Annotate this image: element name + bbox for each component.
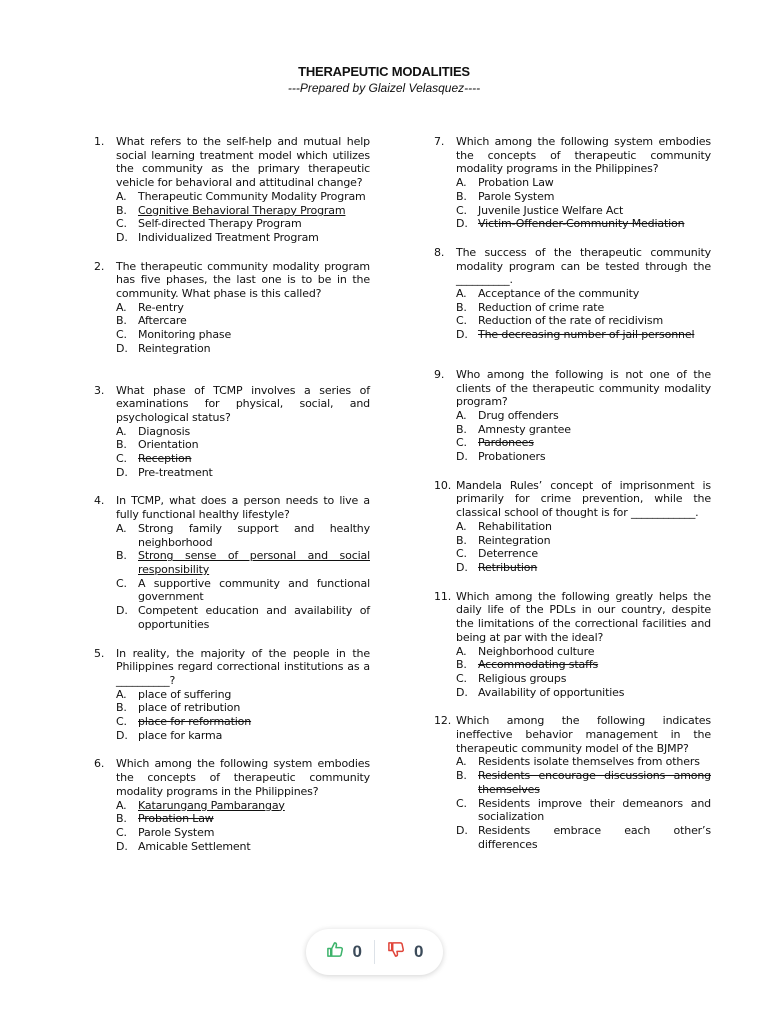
option-letter: D. xyxy=(116,839,128,853)
answer-option xyxy=(116,604,370,631)
option-letter: A. xyxy=(116,798,127,812)
answer-option xyxy=(456,217,711,231)
option-letter: A. xyxy=(456,408,467,422)
answer-option xyxy=(116,328,370,342)
option-text: Reduction of the rate of recidivism xyxy=(478,314,664,328)
answer-option xyxy=(116,314,370,328)
option-letter: C. xyxy=(456,203,467,217)
question-stem: Mandela Rules’ concept of imprisonment is primarily for crime prevention, while the classical school of thought is for ____________. xyxy=(456,478,711,520)
option-letter: C. xyxy=(456,547,467,561)
option-letter: B. xyxy=(456,300,467,314)
option-text: Probation Law xyxy=(138,812,214,826)
option-text: Katarungang Pambarangay xyxy=(138,798,285,812)
question-number: 4. xyxy=(94,494,105,508)
option-text: place for reformation xyxy=(138,715,252,729)
option-letter: C. xyxy=(456,436,467,450)
question-stem: In TCMP, what does a person needs to live a fully functional healthy lifestyle? xyxy=(116,494,370,522)
answer-option xyxy=(456,534,711,548)
question-body xyxy=(456,135,711,231)
option-text: Cognitive Behavioral Therapy Program xyxy=(138,203,346,217)
option-text: Probationers xyxy=(478,450,546,464)
question-number: 5. xyxy=(94,646,105,660)
option-letter: B. xyxy=(116,549,127,563)
question-6 xyxy=(94,757,370,853)
answer-option xyxy=(456,769,711,796)
answer-option xyxy=(456,797,711,824)
option-text: Strong family support and healthy neighborhood xyxy=(138,521,370,549)
option-text: Deterrence xyxy=(478,547,538,561)
question-body xyxy=(116,647,370,743)
answer-option xyxy=(116,217,370,231)
option-letter: D. xyxy=(456,823,468,837)
question-stem: Which among the following greatly helps the daily life of the PDLs in our country, despite the limitations of the correctional facilities and being at par with the ideal? xyxy=(456,589,711,644)
answer-option xyxy=(456,658,711,672)
question-1 xyxy=(94,135,370,245)
answer-option xyxy=(456,176,711,190)
answer-option xyxy=(456,287,711,301)
question-body xyxy=(116,135,370,245)
option-text: Juvenile Justice Welfare Act xyxy=(478,203,624,217)
answer-option xyxy=(116,701,370,715)
option-letter: A. xyxy=(456,755,467,769)
option-letter: D. xyxy=(456,328,468,342)
option-letter: B. xyxy=(116,438,127,452)
question-body xyxy=(456,714,711,851)
option-letter: B. xyxy=(116,701,127,715)
option-letter: D. xyxy=(456,560,468,574)
downvote-count: 0 xyxy=(414,942,424,961)
answer-option xyxy=(456,423,711,437)
answer-option xyxy=(456,824,711,851)
option-letter: B. xyxy=(456,658,467,672)
option-text: Residents embrace each other’s differences xyxy=(478,823,711,851)
option-letter: A. xyxy=(456,519,467,533)
answer-option xyxy=(116,799,370,813)
option-text: Reduction of crime rate xyxy=(478,300,605,314)
answer-option xyxy=(116,729,370,743)
option-text: Orientation xyxy=(138,438,199,452)
answer-option xyxy=(456,645,711,659)
question-stem: The success of the therapeutic community modality program can be tested through the __________. xyxy=(456,245,711,287)
question-body xyxy=(456,246,711,342)
option-text: place of retribution xyxy=(138,701,241,715)
left-column xyxy=(94,135,370,853)
question-stem: Which among the following system embodies the concepts of therapeutic community modality programs in the Philippines? xyxy=(116,757,370,798)
option-letter: A. xyxy=(456,287,467,301)
question-8 xyxy=(434,246,711,342)
answer-option xyxy=(116,301,370,315)
question-stem: In reality, the majority of the people in the Philippines regard correctional institutions as a __________? xyxy=(116,646,370,687)
upvote-button[interactable] xyxy=(314,940,374,964)
option-text: Victim-Offender-Community Mediation xyxy=(478,217,685,231)
question-body xyxy=(116,260,370,356)
question-stem: What refers to the self-help and mutual help social learning treatment model which utilizes the community as the primary therapeutic vehicle for behavioral and attitudinal change? xyxy=(116,135,370,190)
answer-option xyxy=(456,547,711,561)
question-number: 8. xyxy=(434,245,445,259)
question-number: 9. xyxy=(434,367,445,381)
option-letter: C. xyxy=(116,715,127,729)
option-letter: B. xyxy=(116,812,127,826)
question-4 xyxy=(94,494,370,631)
option-letter: A. xyxy=(116,521,127,535)
option-text: Availability of opportunities xyxy=(478,685,625,699)
option-text: Amnesty grantee xyxy=(478,422,571,436)
option-text: Individualized Treatment Program xyxy=(138,230,319,244)
option-text: The decreasing number of jail personnel xyxy=(478,328,695,342)
answer-option xyxy=(116,688,370,702)
question-stem: Which among the following indicates ineffective behavior management in the therapeutic community model of the BJMP? xyxy=(456,714,711,755)
option-text: Religious groups xyxy=(478,671,567,685)
option-text: Self-directed Therapy Program xyxy=(138,217,302,231)
question-7 xyxy=(434,135,711,231)
option-letter: B. xyxy=(116,203,127,217)
option-letter: D. xyxy=(116,230,128,244)
question-10 xyxy=(434,479,711,575)
question-body xyxy=(456,590,711,700)
question-number: 1. xyxy=(94,135,105,148)
answer-option xyxy=(116,452,370,466)
option-letter: D. xyxy=(116,465,128,479)
upvote-count: 0 xyxy=(352,942,362,961)
option-text: Accommodating staffs xyxy=(478,658,599,672)
option-letter: B. xyxy=(456,189,467,203)
option-text: Monitoring phase xyxy=(138,328,232,342)
answer-option xyxy=(116,840,370,854)
question-body xyxy=(456,479,711,575)
option-text: Pre-treatment xyxy=(138,465,213,479)
option-letter: A. xyxy=(116,189,127,203)
option-letter: B. xyxy=(116,314,127,328)
question-body xyxy=(456,368,711,464)
option-letter: A. xyxy=(456,644,467,658)
answer-option xyxy=(116,204,370,218)
option-text: Strong sense of personal and social responsibility xyxy=(138,549,370,576)
answer-option xyxy=(456,520,711,534)
thumbs-down-icon xyxy=(387,940,406,964)
answer-option xyxy=(116,466,370,480)
question-number: 7. xyxy=(434,135,445,148)
option-letter: A. xyxy=(116,300,127,314)
option-text: Reintegration xyxy=(478,533,551,547)
question-body xyxy=(116,494,370,631)
question-11 xyxy=(434,590,711,700)
answer-option xyxy=(456,686,711,700)
option-letter: C. xyxy=(456,314,467,328)
option-text: Retribution xyxy=(478,560,538,574)
answer-option xyxy=(456,190,711,204)
answer-option xyxy=(456,561,711,575)
option-letter: C. xyxy=(116,825,127,839)
option-letter: B. xyxy=(456,533,467,547)
document-header xyxy=(0,64,768,95)
question-body xyxy=(116,384,370,480)
option-letter: D. xyxy=(456,450,468,464)
question-body xyxy=(116,757,370,853)
question-number: 6. xyxy=(94,757,105,771)
question-number: 2. xyxy=(94,259,105,273)
answer-option xyxy=(456,755,711,769)
answer-option xyxy=(456,672,711,686)
option-text: Pardonees xyxy=(478,436,534,450)
option-letter: A. xyxy=(456,176,467,190)
answer-option xyxy=(456,204,711,218)
option-letter: D. xyxy=(116,604,128,618)
answer-option xyxy=(116,231,370,245)
option-text: A supportive community and functional government xyxy=(138,576,370,604)
answer-option xyxy=(456,409,711,423)
option-letter: D. xyxy=(456,685,468,699)
answer-option xyxy=(456,436,711,450)
question-number: 3. xyxy=(94,383,105,397)
option-text: place of suffering xyxy=(138,687,232,701)
answer-option xyxy=(456,314,711,328)
answer-option xyxy=(116,549,370,576)
option-text: Reception xyxy=(138,452,192,466)
option-letter: B. xyxy=(456,769,467,783)
option-letter: D. xyxy=(456,217,468,231)
answer-option xyxy=(116,522,370,549)
thumbs-up-icon xyxy=(326,940,345,964)
question-stem: The therapeutic community modality program has five phases, the last one is to be in the community. What phase is this called? xyxy=(116,259,370,301)
option-letter: D. xyxy=(116,728,128,742)
question-stem: What phase of TCMP involves a series of examinations for physical, social, and psychological status? xyxy=(116,383,370,424)
option-text: Reintegration xyxy=(138,341,211,355)
right-column xyxy=(434,135,711,851)
option-text: Residents improve their demeanors and socialization xyxy=(478,796,711,824)
option-text: Parole System xyxy=(478,189,555,203)
answer-option xyxy=(116,812,370,826)
question-stem: Who among the following is not one of the clients of the therapeutic community modality program? xyxy=(456,367,711,409)
option-letter: C. xyxy=(456,796,467,810)
option-text: place for karma xyxy=(138,728,223,742)
question-number: 10. xyxy=(434,478,452,492)
option-text: Residents encourage discussions among themselves xyxy=(478,769,711,796)
question-9 xyxy=(434,368,711,464)
vote-bar xyxy=(306,929,443,975)
option-letter: B. xyxy=(456,422,467,436)
option-text: Rehabilitation xyxy=(478,519,552,533)
option-text: Parole System xyxy=(138,825,215,839)
option-text: Residents isolate themselves from others xyxy=(478,755,700,769)
option-text: Competent education and availability of opportunities xyxy=(138,604,370,631)
option-letter: C. xyxy=(116,217,127,231)
option-text: Amicable Settlement xyxy=(138,839,251,853)
question-2 xyxy=(94,260,370,356)
answer-option xyxy=(116,190,370,204)
answer-option xyxy=(116,826,370,840)
option-letter: A. xyxy=(116,687,127,701)
option-text: Diagnosis xyxy=(138,424,191,438)
downvote-button[interactable] xyxy=(375,940,435,964)
answer-option xyxy=(116,425,370,439)
document-title: THERAPEUTIC MODALITIES xyxy=(298,64,470,79)
option-letter: A. xyxy=(116,424,127,438)
option-text: Aftercare xyxy=(138,314,187,328)
question-3 xyxy=(94,384,370,480)
option-text: Drug offenders xyxy=(478,408,559,422)
option-letter: C. xyxy=(456,671,467,685)
answer-option xyxy=(456,328,711,342)
option-letter: C. xyxy=(116,576,127,590)
option-text: Probation Law xyxy=(478,176,554,190)
option-text: Therapeutic Community Modality Program xyxy=(138,189,366,203)
answer-option xyxy=(456,301,711,315)
answer-option xyxy=(456,450,711,464)
question-number: 12. xyxy=(434,714,452,728)
answer-option xyxy=(116,438,370,452)
option-letter: D. xyxy=(116,341,128,355)
option-letter: C. xyxy=(116,452,127,466)
answer-option xyxy=(116,577,370,604)
option-text: Acceptance of the community xyxy=(478,287,640,301)
option-text: Re-entry xyxy=(138,300,184,314)
question-number: 11. xyxy=(434,589,452,603)
question-5 xyxy=(94,647,370,743)
document-subtitle: ---Prepared by Glaizel Velasquez---- xyxy=(287,81,481,95)
option-text: Neighborhood culture xyxy=(478,644,595,658)
question-stem: Which among the following system embodies the concepts of therapeutic community modality programs in the Philippines? xyxy=(456,135,711,176)
answer-option xyxy=(116,715,370,729)
question-12 xyxy=(434,714,711,851)
option-letter: C. xyxy=(116,328,127,342)
answer-option xyxy=(116,342,370,356)
